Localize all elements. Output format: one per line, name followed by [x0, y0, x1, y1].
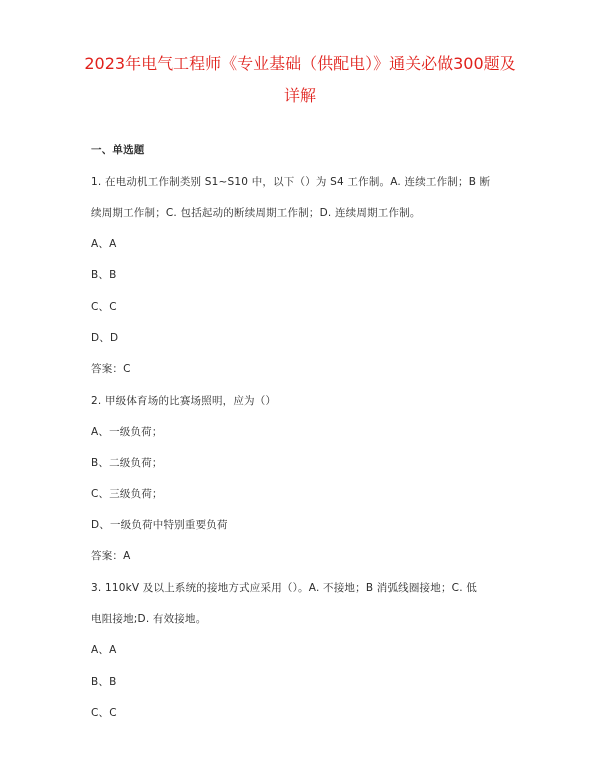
question-1-option-b: B、B	[91, 269, 117, 281]
question-2-stem-line-1: 2. 甲级体育场的比赛场照明，应为（）	[91, 395, 277, 407]
question-2-option-d: D、一级负荷中特别重要负荷	[91, 519, 228, 531]
question-3-option-b: B、B	[91, 676, 117, 688]
section-heading: 一、单选题	[91, 144, 145, 156]
question-2-option-c: C、三级负荷；	[91, 488, 163, 500]
question-1-option-c: C、C	[91, 301, 117, 313]
question-3-stem-line-1: 3. 110kV 及以上系统的接地方式应采用（）。A. 不接地；B 消弧线圈接地；C. 低	[91, 582, 477, 594]
question-2-answer: 答案：A	[91, 550, 131, 562]
question-1-stem-line-2: 续周期工作制；C. 包括起动的断续周期工作制；D. 连续周期工作制。	[91, 207, 421, 219]
question-2-option-a: A、一级负荷；	[91, 426, 163, 438]
question-1-answer: 答案：C	[91, 363, 131, 375]
question-3-option-a: A、A	[91, 644, 117, 656]
question-3-option-c: C、C	[91, 707, 117, 719]
question-3-stem-line-2: 电阻接地;D. 有效接地。	[91, 613, 207, 625]
question-1-stem-line-1: 1. 在电动机工作制类别 S1~S10 中，以下（）为 S4 工作制。A. 连续工作制；B 断	[91, 176, 491, 188]
question-1-option-d: D、D	[91, 332, 119, 344]
document-title-line-2: 详解	[283, 86, 316, 105]
document-title-line-1: 2023年电气工程师《专业基础（供配电）》通关必做300题及	[84, 54, 516, 73]
question-1-option-a: A、A	[91, 238, 117, 250]
question-2-option-b: B、二级负荷；	[91, 457, 163, 469]
